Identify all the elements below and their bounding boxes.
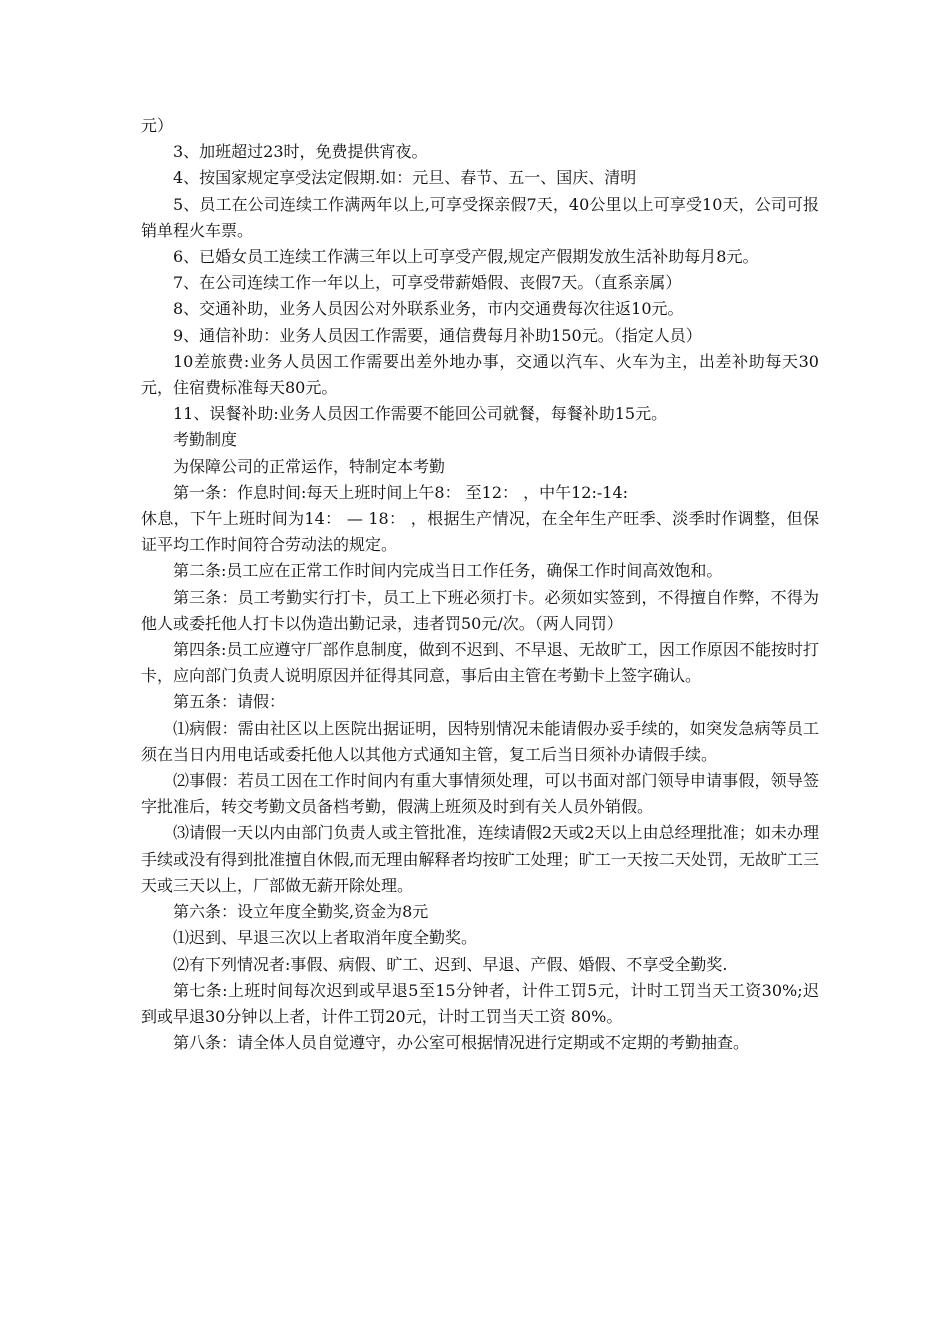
paragraph: 7、在公司连续工作一年以上，可享受带薪婚假、丧假7天。（直系亲属） xyxy=(173,273,682,293)
paragraph: 3、加班超过23时，免费提供宵夜。 xyxy=(173,142,428,162)
paragraph: 第一条：作息时间:每天上班时间上午8： 至12： ，中午12:-14: xyxy=(173,482,629,502)
paragraph: 第四条:员工应遵守厂部作息制度，做到不迟到、不早退、无故旷工，因工作原因不能按时打卡，应向部门负责人说明原因并征得其同意，事后由主管在考勤卡上签字确认。 xyxy=(141,640,819,686)
paragraph: 第二条:员工应在正常工作时间内完成当日工作任务，确保工作时间高效饱和。 xyxy=(173,561,723,581)
paragraph: 10差旅费:业务人员因工作需要出差外地办事，交通以汽车、火车为主，出差补助每天30元，住宿费标准每天80元。 xyxy=(141,351,819,398)
paragraph: 元） xyxy=(141,116,174,135)
paragraph: 9、通信补助：业务人员因工作需要，通信费每月补助150元。（指定人员） xyxy=(173,325,702,345)
paragraph: 4、按国家规定享受法定假期.如：元旦、春节、五一、国庆、清明 xyxy=(173,168,637,188)
paragraph: 第五条：请假： xyxy=(173,692,286,712)
document-body xyxy=(141,113,819,1056)
paragraph: 5、员工在公司连续工作满两年以上,可享受探亲假7天，40公里以上可享受10天，公司可报销单程火车票。 xyxy=(141,194,819,240)
paragraph: ⑵事假：若员工因在工作时间内有重大事情须处理，可以书面对部门领导申请事假，领导签字批准后，转交考勤文员备档考勤，假满上班须及时到有关人员外销假。 xyxy=(141,771,819,817)
paragraph: ⑴病假：需由社区以上医院出据证明，因特别情况未能请假办妥手续的，如突发急病等员工须在当日内用电话或委托他人以其他方式通知主管，复工后当日须补办请假手续。 xyxy=(141,718,819,764)
paragraph: 8、交通补助，业务人员因公对外联系业务，市内交通费每次往返10元。 xyxy=(173,299,684,319)
paragraph: 第六条：设立年度全勤奖,资金为8元 xyxy=(173,902,429,922)
section-heading: 考勤制度 xyxy=(173,430,238,450)
paragraph: 为保障公司的正常运作，特制定本考勤 xyxy=(173,456,446,476)
paragraph: 6、已婚女员工连续工作满三年以上可享受产假,规定产假期发放生活补助每月8元。 xyxy=(173,247,759,267)
paragraph: 第八条：请全体人员自觉遵守，办公室可根据情况进行定期或不定期的考勤抽查。 xyxy=(173,1033,750,1053)
paragraph: ⑶请假一天以内由部门负责人或主管批准，连续请假2天或2天以上由总经理批准；如未办理手续或没有得到批准擅自休假,而无理由解释者均按旷工处理；旷工一天按二天处罚，无故旷工三天或三天以上，厂部做无薪开除处理。 xyxy=(141,823,819,895)
paragraph: 休息，下午上班时间为14： — 18： ，根据生产情况，在全年生产旺季、淡季时作调整，但保证平均工作时间符合劳动法的规定。 xyxy=(141,509,819,555)
paragraph: 11、误餐补助:业务人员因工作需要不能回公司就餐，每餐补助15元。 xyxy=(173,404,668,424)
paragraph: ⑴迟到、早退三次以上者取消年度全勤奖。 xyxy=(173,928,478,948)
paragraph: ⑵有下列情况者:事假、病假、旷工、迟到、早退、产假、婚假、不享受全勤奖. xyxy=(173,954,728,974)
paragraph: 第七条:上班时间每次迟到或早退5至15分钟者，计件工罚5元，计时工罚当天工资30%;迟到或早退30分钟以上者，计件工罚20元，计时工罚当天工资 80%。 xyxy=(141,980,819,1026)
paragraph: 第三条：员工考勤实行打卡，员工上下班必须打卡。必须如实签到，不得擅自作弊，不得为他人或委托他人打卡以伪造出勤记录，违者罚50元/次。（两人同罚） xyxy=(141,587,819,633)
